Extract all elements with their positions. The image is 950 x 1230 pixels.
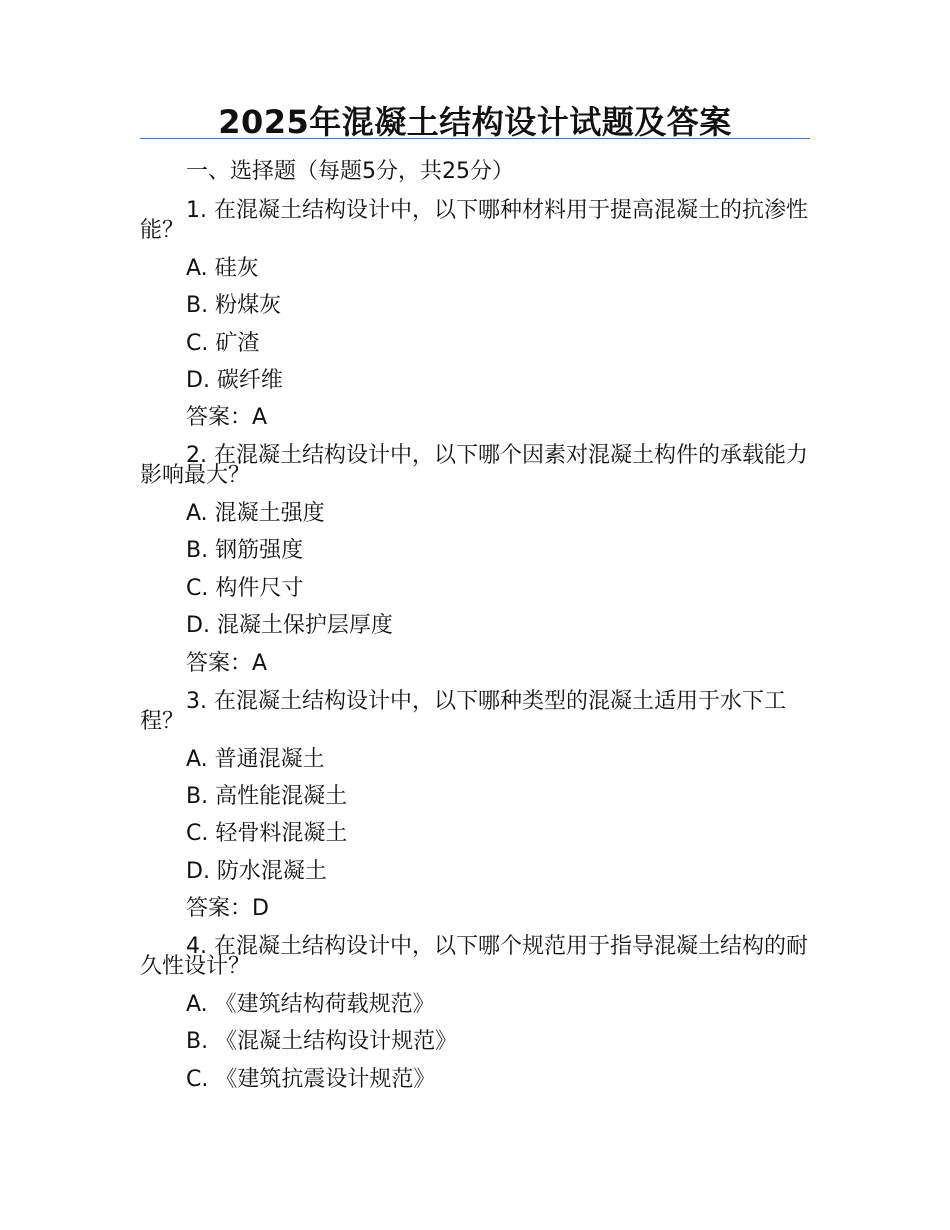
- option-item: B. 《混凝土结构设计规范》: [186, 1029, 458, 1054]
- option-item: A. 混凝土强度: [186, 501, 325, 526]
- answer-line: 答案：A: [186, 405, 268, 430]
- section-heading: 一、选择题（每题5分，共25分）: [186, 159, 514, 184]
- option-item: C. 构件尺寸: [186, 576, 304, 601]
- option-item: D. 混凝土保护层厚度: [186, 613, 393, 638]
- question-stem: 4. 在混凝土结构设计中，以下哪个规范用于指导混凝土结构的耐久性设计？: [140, 934, 808, 979]
- option-item: A. 硅灰: [186, 256, 259, 281]
- question-stem: 3. 在混凝土结构设计中，以下哪种类型的混凝土适用于水下工程？: [140, 689, 786, 734]
- question-stem: 2. 在混凝土结构设计中，以下哪个因素对混凝土构件的承载能力影响最大？: [140, 443, 808, 488]
- option-item: A. 普通混凝土: [186, 747, 325, 772]
- title-underline: [140, 138, 810, 139]
- option-item: A. 《建筑结构荷载规范》: [186, 992, 435, 1017]
- option-item: B. 粉煤灰: [186, 293, 282, 318]
- answer-line: 答案：D: [186, 896, 269, 921]
- answer-line: 答案：A: [186, 651, 268, 676]
- option-item: B. 钢筋强度: [186, 538, 304, 563]
- option-item: C. 《建筑抗震设计规范》: [186, 1067, 436, 1092]
- option-item: D. 碳纤维: [186, 368, 283, 393]
- option-item: B. 高性能混凝土: [186, 784, 348, 809]
- question-stem: 1. 在混凝土结构设计中，以下哪种材料用于提高混凝土的抗渗性能？: [140, 198, 808, 243]
- option-item: C. 轻骨料混凝土: [186, 821, 348, 846]
- option-item: D. 防水混凝土: [186, 859, 327, 884]
- document-title: 2025年混凝土结构设计试题及答案: [218, 103, 732, 141]
- option-item: C. 矿渣: [186, 331, 260, 356]
